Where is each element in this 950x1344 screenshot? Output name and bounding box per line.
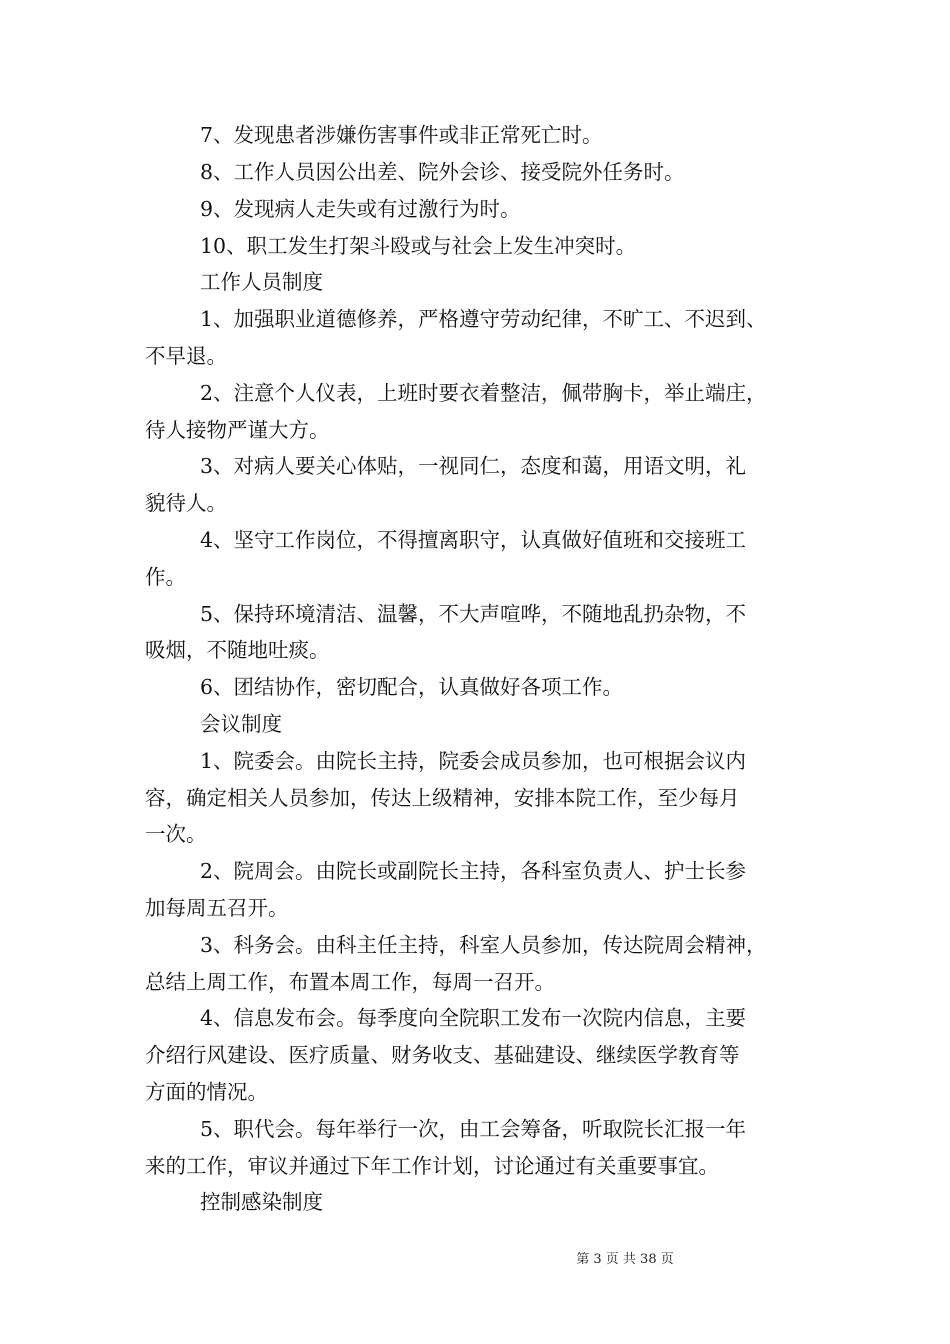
paragraph-line: 7、发现患者涉嫌伤害事件或非正常死亡时。 <box>200 123 603 147</box>
paragraph-line: 一次。 <box>145 822 207 846</box>
paragraph-line: 5、保持环境清洁、温馨，不大声喧哗，不随地乱扔杂物，不 <box>200 602 747 626</box>
paragraph-line: 1、加强职业道德修养，严格遵守劳动纪律，不旷工、不迟到、 <box>200 307 767 331</box>
paragraph-line: 1、院委会。由院长主持，院委会成员参加，也可根据会议内 <box>200 749 747 773</box>
paragraph-line: 8、工作人员因公出差、院外会诊、接受院外任务时。 <box>200 160 685 184</box>
paragraph-line: 不早退。 <box>145 344 227 368</box>
paragraph-line: 待人接物严谨大方。 <box>145 418 330 442</box>
paragraph-line: 貌待人。 <box>145 491 227 515</box>
paragraph-line: 容，确定相关人员参加，传达上级精神，安排本院工作，至少每月 <box>145 786 740 810</box>
section-heading: 控制感染制度 <box>200 1190 323 1214</box>
paragraph-line: 5、职代会。每年举行一次，由工会筹备，听取院长汇报一年 <box>200 1117 747 1141</box>
paragraph-line: 3、对病人要关心体贴，一视同仁，态度和蔼，用语文明，礼 <box>200 454 747 478</box>
paragraph-line: 3、科务会。由科主任主持，科室人员参加，传达院周会精神， <box>200 933 767 957</box>
page-number: 第 3 页 共 38 页 <box>576 1252 674 1267</box>
paragraph-line: 总结上周工作，布置本周工作，每周一召开。 <box>145 970 555 994</box>
paragraph-line: 9、发现病人走失或有过激行为时。 <box>200 197 521 221</box>
paragraph-line: 方面的情况。 <box>145 1080 268 1104</box>
paragraph-line: 10、职工发生打架斗殴或与社会上发生冲突时。 <box>200 234 637 258</box>
section-heading: 工作人员制度 <box>200 270 323 294</box>
paragraph-line: 2、注意个人仪表，上班时要衣着整洁，佩带胸卡，举止端庄， <box>200 381 767 405</box>
paragraph-line: 6、团结协作，密切配合，认真做好各项工作。 <box>200 675 624 699</box>
paragraph-line: 来的工作，审议并通过下年工作计划，讨论通过有关重要事宜。 <box>145 1154 719 1178</box>
paragraph-line: 作。 <box>145 565 186 589</box>
paragraph-line: 4、坚守工作岗位，不得擅离职守，认真做好值班和交接班工 <box>200 528 747 552</box>
paragraph-line: 2、院周会。由院长或副院长主持，各科室负责人、护士长参 <box>200 859 747 883</box>
paragraph-line: 介绍行风建设、医疗质量、财务收支、基础建设、继续医学教育等 <box>145 1043 740 1067</box>
paragraph-line: 吸烟，不随地吐痰。 <box>145 638 330 662</box>
section-heading: 会议制度 <box>200 712 282 736</box>
paragraph-line: 4、信息发布会。每季度向全院职工发布一次院内信息，主要 <box>200 1006 747 1030</box>
paragraph-line: 加每周五召开。 <box>145 896 289 920</box>
page-footer <box>0 1248 950 1267</box>
